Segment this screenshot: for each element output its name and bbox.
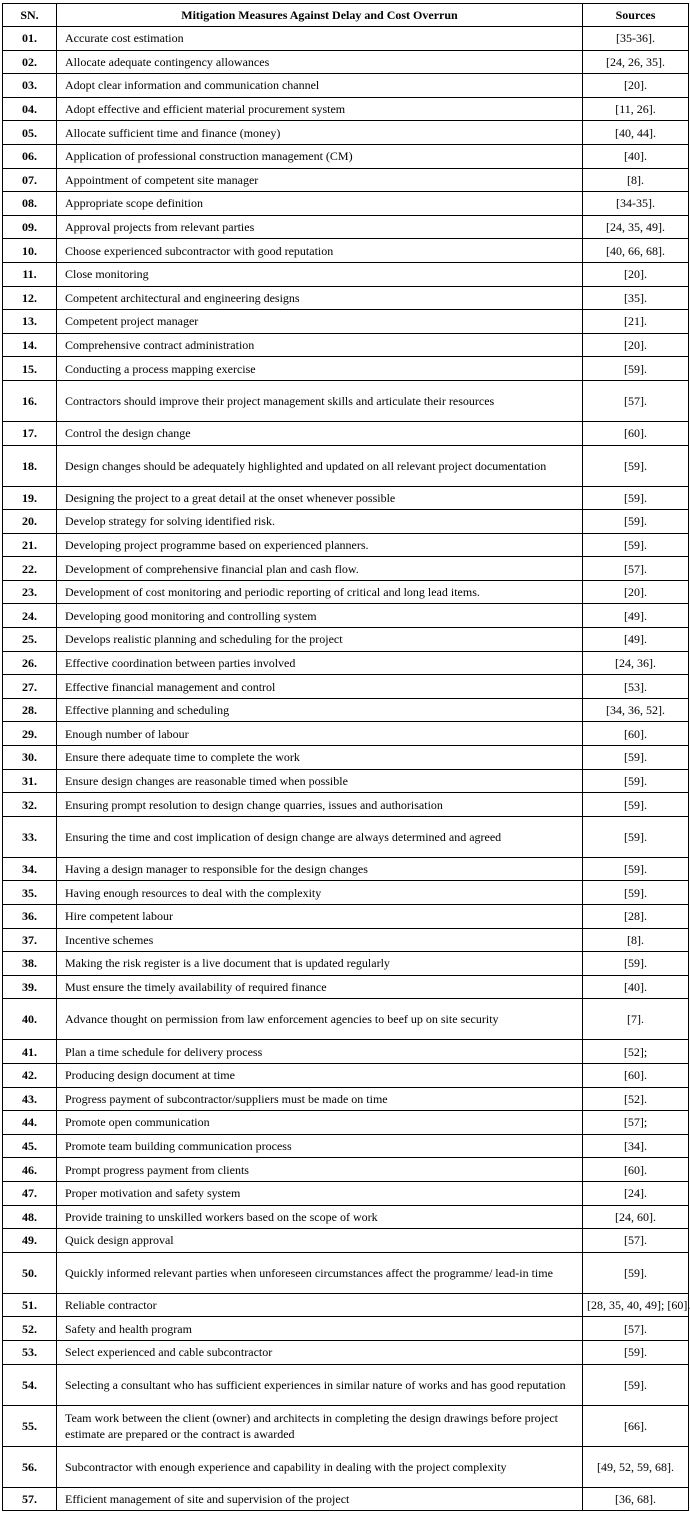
- row-measure: Promote open communication: [57, 1111, 583, 1135]
- table-row: [3, 168, 689, 192]
- row-measure: Effective coordination between parties involved: [57, 651, 583, 675]
- table-row: [3, 421, 689, 445]
- row-measure: Appointment of competent site manager: [57, 168, 583, 192]
- row-sn: 17.: [3, 421, 57, 445]
- row-sources: [28, 35, 40, 49]; [60].: [583, 1293, 689, 1317]
- row-measure: Having enough resources to deal with the complexity: [57, 881, 583, 905]
- table-row: [3, 746, 689, 770]
- row-sn: 06.: [3, 144, 57, 168]
- row-sources: [59].: [583, 816, 689, 857]
- row-sources: [52];: [583, 1040, 689, 1064]
- row-measure: Comprehensive contract administration: [57, 333, 583, 357]
- row-sources: [57].: [583, 1229, 689, 1253]
- row-measure: Ensure design changes are reasonable timed when possible: [57, 769, 583, 793]
- row-measure: Approval projects from relevant parties: [57, 215, 583, 239]
- row-measure: Control the design change: [57, 421, 583, 445]
- row-measure: Hire competent labour: [57, 905, 583, 929]
- table-row: [3, 1364, 689, 1405]
- row-sources: [60].: [583, 1158, 689, 1182]
- row-sn: 34.: [3, 857, 57, 881]
- row-measure: Advance thought on permission from law enforcement agencies to beef up on site security: [57, 999, 583, 1040]
- row-sources: [11, 26].: [583, 97, 689, 121]
- row-measure: Close monitoring: [57, 262, 583, 286]
- row-sources: [59].: [583, 769, 689, 793]
- row-sn: 03.: [3, 74, 57, 98]
- row-measure: Effective planning and scheduling: [57, 698, 583, 722]
- table-row: [3, 1405, 689, 1446]
- row-measure: Contractors should improve their project management skills and articulate their resources: [57, 380, 583, 421]
- table-row: [3, 580, 689, 604]
- table-row: [3, 604, 689, 628]
- row-sn: 33.: [3, 816, 57, 857]
- table-row: [3, 722, 689, 746]
- row-sn: 13.: [3, 310, 57, 334]
- table-row: [3, 557, 689, 581]
- table-row: [3, 121, 689, 145]
- row-sources: [57].: [583, 557, 689, 581]
- table-row: [3, 445, 689, 486]
- row-sn: 41.: [3, 1040, 57, 1064]
- row-sn: 27.: [3, 675, 57, 699]
- row-sn: 40.: [3, 999, 57, 1040]
- row-sn: 54.: [3, 1364, 57, 1405]
- row-sn: 38.: [3, 952, 57, 976]
- row-sn: 49.: [3, 1229, 57, 1253]
- row-measure: Promote team building communication process: [57, 1134, 583, 1158]
- row-measure: Ensuring prompt resolution to design change quarries, issues and authorisation: [57, 793, 583, 817]
- row-measure: Selecting a consultant who has sufficient experiences in similar nature of works and has good reputation: [57, 1364, 583, 1405]
- row-sn: 04.: [3, 97, 57, 121]
- row-measure: Ensuring the time and cost implication of design change are always determined and agreed: [57, 816, 583, 857]
- row-measure: Must ensure the timely availability of required finance: [57, 975, 583, 999]
- row-sn: 09.: [3, 215, 57, 239]
- row-sn: 44.: [3, 1111, 57, 1135]
- row-measure: Develops realistic planning and scheduling for the project: [57, 628, 583, 652]
- row-measure: Select experienced and cable subcontractor: [57, 1340, 583, 1364]
- header-row: [3, 4, 689, 27]
- table-row: [3, 510, 689, 534]
- row-sn: 53.: [3, 1340, 57, 1364]
- row-measure: Designing the project to a great detail at the onset whenever possible: [57, 486, 583, 510]
- row-measure: Subcontractor with enough experience and capability in dealing with the project complexity: [57, 1446, 583, 1487]
- row-sn: 57.: [3, 1487, 57, 1511]
- row-sources: [66].: [583, 1405, 689, 1446]
- table-row: [3, 651, 689, 675]
- row-sn: 37.: [3, 928, 57, 952]
- row-measure: Provide training to unskilled workers based on the scope of work: [57, 1205, 583, 1229]
- row-sources: [20].: [583, 333, 689, 357]
- row-sn: 36.: [3, 905, 57, 929]
- row-sn: 08.: [3, 192, 57, 216]
- row-measure: Application of professional construction management (CM): [57, 144, 583, 168]
- row-sources: [60].: [583, 421, 689, 445]
- row-measure: Safety and health program: [57, 1317, 583, 1341]
- row-measure: Competent architectural and engineering designs: [57, 286, 583, 310]
- row-sources: [28].: [583, 905, 689, 929]
- row-sources: [49, 52, 59, 68].: [583, 1446, 689, 1487]
- row-measure: Having a design manager to responsible for the design changes: [57, 857, 583, 881]
- row-sources: [59].: [583, 445, 689, 486]
- row-sources: [34].: [583, 1134, 689, 1158]
- table-row: [3, 357, 689, 381]
- row-sources: [40, 66, 68].: [583, 239, 689, 263]
- row-sn: 18.: [3, 445, 57, 486]
- row-measure: Ensure there adequate time to complete the work: [57, 746, 583, 770]
- row-sn: 15.: [3, 357, 57, 381]
- row-sn: 35.: [3, 881, 57, 905]
- table-row: [3, 239, 689, 263]
- row-sources: [59].: [583, 510, 689, 534]
- row-sn: 42.: [3, 1063, 57, 1087]
- row-sn: 29.: [3, 722, 57, 746]
- row-measure: Making the risk register is a live document that is updated regularly: [57, 952, 583, 976]
- row-sn: 24.: [3, 604, 57, 628]
- header-measure: Mitigation Measures Against Delay and Cost Overrun: [57, 4, 583, 27]
- row-measure: Allocate adequate contingency allowances: [57, 50, 583, 74]
- row-measure: Plan a time schedule for delivery process: [57, 1040, 583, 1064]
- table-row: [3, 1181, 689, 1205]
- row-sources: [21].: [583, 310, 689, 334]
- row-sources: [20].: [583, 580, 689, 604]
- row-measure: Accurate cost estimation: [57, 27, 583, 51]
- row-sn: 52.: [3, 1317, 57, 1341]
- table-row: [3, 1205, 689, 1229]
- row-sn: 20.: [3, 510, 57, 534]
- row-sn: 02.: [3, 50, 57, 74]
- table-row: [3, 1317, 689, 1341]
- row-measure: Design changes should be adequately highlighted and updated on all relevant project documentation: [57, 445, 583, 486]
- table-row: [3, 50, 689, 74]
- row-sn: 48.: [3, 1205, 57, 1229]
- table-row: [3, 857, 689, 881]
- row-sn: 26.: [3, 651, 57, 675]
- table-row: [3, 74, 689, 98]
- table-row: [3, 486, 689, 510]
- row-sn: 47.: [3, 1181, 57, 1205]
- row-sn: 16.: [3, 380, 57, 421]
- row-sn: 25.: [3, 628, 57, 652]
- row-sources: [49].: [583, 604, 689, 628]
- row-sn: 12.: [3, 286, 57, 310]
- row-sn: 46.: [3, 1158, 57, 1182]
- row-sources: [20].: [583, 262, 689, 286]
- row-sn: 23.: [3, 580, 57, 604]
- table-row: [3, 1111, 689, 1135]
- table-row: [3, 333, 689, 357]
- row-sources: [24, 60].: [583, 1205, 689, 1229]
- row-measure: Developing good monitoring and controlling system: [57, 604, 583, 628]
- table-row: [3, 262, 689, 286]
- row-sn: 45.: [3, 1134, 57, 1158]
- table-row: [3, 1063, 689, 1087]
- row-sn: 51.: [3, 1293, 57, 1317]
- row-sn: 55.: [3, 1405, 57, 1446]
- table-row: [3, 1158, 689, 1182]
- table-row: [3, 928, 689, 952]
- row-sources: [59].: [583, 1364, 689, 1405]
- table-body: [3, 27, 689, 1511]
- row-measure: Team work between the client (owner) and architects in completing the design drawings before project estimate are prepared or the contract is awarded: [57, 1405, 583, 1446]
- row-sources: [57].: [583, 1317, 689, 1341]
- row-sources: [52].: [583, 1087, 689, 1111]
- row-sn: 11.: [3, 262, 57, 286]
- row-sources: [59].: [583, 746, 689, 770]
- row-sources: [59].: [583, 533, 689, 557]
- row-measure: Quickly informed relevant parties when unforeseen circumstances affect the programme/ lead-in time: [57, 1252, 583, 1293]
- row-measure: Effective financial management and control: [57, 675, 583, 699]
- table-row: [3, 1040, 689, 1064]
- row-measure: Choose experienced subcontractor with good reputation: [57, 239, 583, 263]
- row-measure: Adopt effective and efficient material procurement system: [57, 97, 583, 121]
- row-sn: 22.: [3, 557, 57, 581]
- row-sources: [40].: [583, 975, 689, 999]
- row-measure: Development of comprehensive financial plan and cash flow.: [57, 557, 583, 581]
- row-sources: [8].: [583, 168, 689, 192]
- table-row: [3, 793, 689, 817]
- row-sources: [59].: [583, 952, 689, 976]
- row-sources: [8].: [583, 928, 689, 952]
- row-measure: Prompt progress payment from clients: [57, 1158, 583, 1182]
- row-sources: [59].: [583, 1252, 689, 1293]
- row-sources: [34-35].: [583, 192, 689, 216]
- row-sources: [24, 36].: [583, 651, 689, 675]
- row-measure: Developing project programme based on experienced planners.: [57, 533, 583, 557]
- table-row: [3, 533, 689, 557]
- row-sources: [7].: [583, 999, 689, 1040]
- row-sources: [35].: [583, 286, 689, 310]
- row-sources: [59].: [583, 793, 689, 817]
- row-measure: Allocate sufficient time and finance (money): [57, 121, 583, 145]
- row-measure: Enough number of labour: [57, 722, 583, 746]
- table-row: [3, 816, 689, 857]
- table-row: [3, 1446, 689, 1487]
- row-measure: Develop strategy for solving identified risk.: [57, 510, 583, 534]
- row-sn: 10.: [3, 239, 57, 263]
- row-sn: 30.: [3, 746, 57, 770]
- row-measure: Producing design document at time: [57, 1063, 583, 1087]
- row-sn: 56.: [3, 1446, 57, 1487]
- row-sources: [24, 26, 35].: [583, 50, 689, 74]
- row-sources: [53].: [583, 675, 689, 699]
- row-measure: Competent project manager: [57, 310, 583, 334]
- table-row: [3, 675, 689, 699]
- row-sources: [20].: [583, 74, 689, 98]
- table-row: [3, 698, 689, 722]
- row-sn: 19.: [3, 486, 57, 510]
- table-row: [3, 628, 689, 652]
- mitigation-measures-table: [2, 3, 689, 1511]
- table-row: [3, 952, 689, 976]
- row-measure: Development of cost monitoring and periodic reporting of critical and long lead items.: [57, 580, 583, 604]
- header-sn: SN.: [3, 4, 57, 27]
- table-row: [3, 144, 689, 168]
- table-row: [3, 310, 689, 334]
- row-sn: 21.: [3, 533, 57, 557]
- row-sources: [57];: [583, 1111, 689, 1135]
- table-row: [3, 215, 689, 239]
- table-row: [3, 1340, 689, 1364]
- row-sn: 05.: [3, 121, 57, 145]
- row-sources: [24, 35, 49].: [583, 215, 689, 239]
- row-sn: 14.: [3, 333, 57, 357]
- row-measure: Reliable contractor: [57, 1293, 583, 1317]
- table-row: [3, 27, 689, 51]
- row-sources: [57].: [583, 380, 689, 421]
- table-row: [3, 1087, 689, 1111]
- row-sources: [35-36].: [583, 27, 689, 51]
- row-sources: [34, 36, 52].: [583, 698, 689, 722]
- row-sources: [36, 68].: [583, 1487, 689, 1511]
- row-sn: 43.: [3, 1087, 57, 1111]
- row-measure: Proper motivation and safety system: [57, 1181, 583, 1205]
- row-sources: [60].: [583, 722, 689, 746]
- row-sources: [60].: [583, 1063, 689, 1087]
- row-sn: 39.: [3, 975, 57, 999]
- row-measure: Quick design approval: [57, 1229, 583, 1253]
- row-sources: [59].: [583, 881, 689, 905]
- row-measure: Efficient management of site and supervision of the project: [57, 1487, 583, 1511]
- row-measure: Progress payment of subcontractor/suppliers must be made on time: [57, 1087, 583, 1111]
- table-row: [3, 380, 689, 421]
- table-row: [3, 769, 689, 793]
- table-row: [3, 1487, 689, 1511]
- row-sources: [59].: [583, 857, 689, 881]
- table-row: [3, 905, 689, 929]
- row-sn: 28.: [3, 698, 57, 722]
- row-measure: Appropriate scope definition: [57, 192, 583, 216]
- row-sources: [59].: [583, 357, 689, 381]
- row-measure: Adopt clear information and communication channel: [57, 74, 583, 98]
- row-sn: 50.: [3, 1252, 57, 1293]
- table-row: [3, 192, 689, 216]
- table-row: [3, 1229, 689, 1253]
- table-row: [3, 286, 689, 310]
- row-sn: 31.: [3, 769, 57, 793]
- row-sn: 07.: [3, 168, 57, 192]
- row-sn: 01.: [3, 27, 57, 51]
- table-row: [3, 1252, 689, 1293]
- row-sn: 32.: [3, 793, 57, 817]
- row-sources: [49].: [583, 628, 689, 652]
- row-sources: [59].: [583, 1340, 689, 1364]
- row-sources: [24].: [583, 1181, 689, 1205]
- table-row: [3, 975, 689, 999]
- row-sources: [40].: [583, 144, 689, 168]
- table-row: [3, 999, 689, 1040]
- row-measure: Incentive schemes: [57, 928, 583, 952]
- row-sources: [40, 44].: [583, 121, 689, 145]
- table-row: [3, 1293, 689, 1317]
- table-row: [3, 1134, 689, 1158]
- table-row: [3, 881, 689, 905]
- header-sources: Sources: [583, 4, 689, 27]
- table-row: [3, 97, 689, 121]
- row-sources: [59].: [583, 486, 689, 510]
- row-measure: Conducting a process mapping exercise: [57, 357, 583, 381]
